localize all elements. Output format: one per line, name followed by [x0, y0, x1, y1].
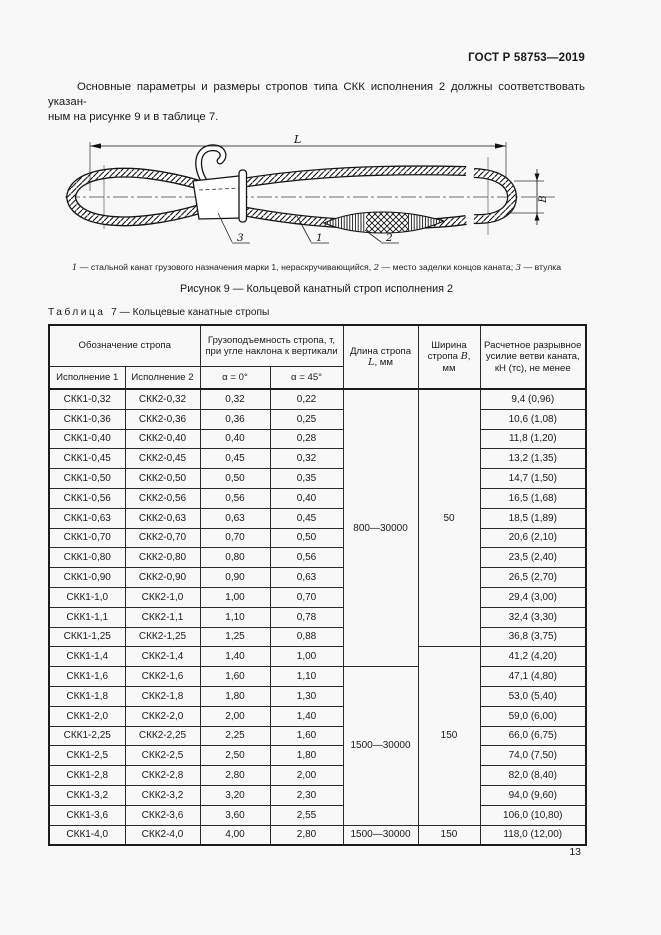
- cell-force: 82,0 (8,40): [480, 766, 586, 786]
- cell-force: 74,0 (7,50): [480, 746, 586, 766]
- slings-table: [48, 324, 587, 846]
- cell-width: 150: [418, 825, 480, 845]
- cell-exec2: СКК2-2,5: [125, 746, 200, 766]
- figure-legend: 1 — стальной канат грузового назначения марки 1, нераскручивающийся, 2 — место заделки концов каната; 3 — втулка: [71, 262, 562, 273]
- cell-exec2: СКК2-0,80: [125, 548, 200, 568]
- table-row: [49, 667, 586, 687]
- cell-alpha0: 1,10: [200, 607, 270, 627]
- legend-pos-1: 1: [71, 263, 78, 273]
- sleeve: [193, 148, 247, 222]
- cell-alpha45: 0,22: [270, 389, 343, 409]
- cell-force: 47,1 (4,80): [480, 667, 586, 687]
- cell-exec2: СКК2-0,70: [125, 528, 200, 548]
- table-row: [49, 449, 586, 469]
- cell-alpha0: 0,90: [200, 568, 270, 588]
- cell-alpha45: 0,50: [270, 528, 343, 548]
- cell-force: 29,4 (3,00): [480, 587, 586, 607]
- cell-exec2: СКК2-0,40: [125, 429, 200, 449]
- cell-exec2: СКК2-1,6: [125, 667, 200, 687]
- cell-force: 41,2 (4,20): [480, 647, 586, 667]
- cell-force: 53,0 (5,40): [480, 686, 586, 706]
- cell-exec1: СКК1-1,0: [49, 587, 125, 607]
- col-designation: Обозначение стропа: [49, 325, 200, 367]
- cell-force: 18,5 (1,89): [480, 508, 586, 528]
- cell-alpha45: 2,00: [270, 766, 343, 786]
- col-alpha0: α = 0°: [200, 367, 270, 390]
- cell-exec1: СКК1-0,63: [49, 508, 125, 528]
- cell-alpha45: 1,00: [270, 647, 343, 667]
- cell-force: 14,7 (1,50): [480, 469, 586, 489]
- table-title-rest: 7 — Кольцевые канатные стропы: [111, 307, 270, 318]
- intro-line-1: Основные параметры и размеры стропов типа СКК исполнения 2 должны соответствовать указан-: [48, 81, 585, 108]
- cell-exec1: СКК1-0,80: [49, 548, 125, 568]
- cell-exec1: СКК1-0,40: [49, 429, 125, 449]
- table-row: [49, 389, 586, 409]
- cell-exec2: СКК2-1,1: [125, 607, 200, 627]
- svg-text:1: 1: [316, 232, 323, 244]
- cell-force: 10,6 (1,08): [480, 409, 586, 429]
- cell-alpha45: 0,25: [270, 409, 343, 429]
- table-row: [49, 785, 586, 805]
- cell-alpha45: 0,32: [270, 449, 343, 469]
- svg-text:3: 3: [237, 232, 244, 244]
- intro-line-2: ным на рисунке 9 и в таблице 7.: [48, 111, 219, 123]
- cell-alpha45: 1,40: [270, 706, 343, 726]
- table-row: [49, 568, 586, 588]
- cell-exec2: СКК2-0,56: [125, 488, 200, 508]
- cell-alpha45: 0,40: [270, 488, 343, 508]
- cell-alpha45: 2,80: [270, 825, 343, 845]
- table-body: [49, 389, 586, 845]
- cell-exec2: СКК2-1,8: [125, 686, 200, 706]
- splice-section: [322, 210, 448, 235]
- cell-exec2: СКК2-2,0: [125, 706, 200, 726]
- cell-force: 32,4 (3,30): [480, 607, 586, 627]
- cell-alpha45: 0,70: [270, 587, 343, 607]
- dimension-l: [90, 133, 506, 191]
- cell-alpha45: 0,28: [270, 429, 343, 449]
- cell-length: 1500—30000: [343, 825, 418, 845]
- cell-force: 66,0 (6,75): [480, 726, 586, 746]
- cell-exec1: СКК1-2,8: [49, 766, 125, 786]
- length-symbol: L: [368, 357, 375, 368]
- cell-force: 13,2 (1,35): [480, 449, 586, 469]
- cell-alpha0: 1,40: [200, 647, 270, 667]
- cell-exec1: СКК1-1,25: [49, 627, 125, 647]
- cell-exec2: СКК2-1,0: [125, 587, 200, 607]
- cell-alpha0: 1,80: [200, 686, 270, 706]
- cell-exec1: СКК1-2,5: [49, 746, 125, 766]
- cell-exec2: СКК2-3,2: [125, 785, 200, 805]
- table-row: [49, 469, 586, 489]
- figure-caption: Рисунок 9 — Кольцевой канатный строп исполнения 2: [180, 283, 453, 295]
- table-row: [49, 607, 586, 627]
- table-title: [48, 307, 585, 318]
- cell-alpha45: 0,63: [270, 568, 343, 588]
- table-row: [49, 508, 586, 528]
- cell-alpha45: 1,30: [270, 686, 343, 706]
- cell-exec1: СКК1-1,4: [49, 647, 125, 667]
- cell-exec1: СКК1-1,6: [49, 667, 125, 687]
- table-row: [49, 528, 586, 548]
- table-row: [49, 805, 586, 825]
- cell-force: 118,0 (12,00): [480, 825, 586, 845]
- cell-alpha0: 0,32: [200, 389, 270, 409]
- cell-alpha0: 4,00: [200, 825, 270, 845]
- table-row: [49, 686, 586, 706]
- cell-force: 94,0 (9,60): [480, 785, 586, 805]
- cell-alpha45: 0,56: [270, 548, 343, 568]
- cell-alpha0: 1,60: [200, 667, 270, 687]
- cell-alpha0: 2,25: [200, 726, 270, 746]
- upper-rope: [242, 170, 466, 183]
- right-loop: [474, 173, 512, 219]
- cell-length: 800—30000: [343, 389, 418, 667]
- cell-exec2: СКК2-0,32: [125, 389, 200, 409]
- col-exec1: Исполнение 1: [49, 367, 125, 390]
- cell-exec2: СКК2-2,25: [125, 726, 200, 746]
- table-row: [49, 726, 586, 746]
- cell-exec1: СКК1-0,36: [49, 409, 125, 429]
- dim-b-label: B: [538, 195, 549, 203]
- legend-pos-3: 3: [515, 263, 522, 273]
- col-breaking-force: Расчетное разрывное усилие ветви каната, кН (тс), не менее: [480, 325, 586, 389]
- cell-alpha0: 0,63: [200, 508, 270, 528]
- cell-alpha45: 2,55: [270, 805, 343, 825]
- cell-exec1: СКК1-0,32: [49, 389, 125, 409]
- cell-exec2: СКК2-4,0: [125, 825, 200, 845]
- sling-drawing: [60, 133, 560, 255]
- cell-alpha45: 2,30: [270, 785, 343, 805]
- cell-force: 20,6 (2,10): [480, 528, 586, 548]
- table-row: [49, 825, 586, 845]
- cell-force: 23,5 (2,40): [480, 548, 586, 568]
- cell-alpha0: 0,36: [200, 409, 270, 429]
- cell-exec1: СКК1-0,90: [49, 568, 125, 588]
- cell-exec1: СКК1-0,70: [49, 528, 125, 548]
- cell-exec2: СКК2-1,25: [125, 627, 200, 647]
- table-header: [49, 325, 586, 389]
- cell-alpha0: 0,80: [200, 548, 270, 568]
- legend-pos-2: 2: [373, 263, 380, 273]
- cell-alpha45: 1,80: [270, 746, 343, 766]
- cell-exec2: СКК2-0,45: [125, 449, 200, 469]
- col-capacity: Грузоподъемность стропа, т, при угле наклона к вертикали: [200, 325, 343, 367]
- cell-width: 150: [418, 647, 480, 825]
- col-exec2: Исполнение 2: [125, 367, 200, 390]
- figure-9: [60, 133, 585, 260]
- table-row: [49, 429, 586, 449]
- cell-exec1: СКК1-2,25: [49, 726, 125, 746]
- cell-exec1: СКК1-0,45: [49, 449, 125, 469]
- cell-exec1: СКК1-1,1: [49, 607, 125, 627]
- cell-force: 9,4 (0,96): [480, 389, 586, 409]
- cell-alpha45: 1,10: [270, 667, 343, 687]
- cell-length: 1500—30000: [343, 667, 418, 825]
- table-row: [49, 647, 586, 667]
- cell-exec1: СКК1-1,8: [49, 686, 125, 706]
- cell-exec1: СКК1-0,50: [49, 469, 125, 489]
- table-row: [49, 409, 586, 429]
- table-row: [49, 746, 586, 766]
- cell-force: 106,0 (10,80): [480, 805, 586, 825]
- cell-alpha0: 0,70: [200, 528, 270, 548]
- cell-force: 11,8 (1,20): [480, 429, 586, 449]
- table-row: [49, 627, 586, 647]
- cell-alpha45: 0,88: [270, 627, 343, 647]
- page-number: 13: [569, 846, 581, 858]
- cell-force: 36,8 (3,75): [480, 627, 586, 647]
- cell-alpha45: 0,35: [270, 469, 343, 489]
- cell-alpha45: 0,78: [270, 607, 343, 627]
- cell-exec1: СКК1-3,6: [49, 805, 125, 825]
- cell-force: 16,5 (1,68): [480, 488, 586, 508]
- table-row: [49, 706, 586, 726]
- cell-exec2: СКК2-3,6: [125, 805, 200, 825]
- cell-alpha0: 3,60: [200, 805, 270, 825]
- cell-width: 50: [418, 389, 480, 647]
- cell-exec1: СКК1-2,0: [49, 706, 125, 726]
- col-width: Ширина стропа B, мм: [418, 325, 480, 389]
- cell-exec2: СКК2-0,50: [125, 469, 200, 489]
- cell-force: 26,5 (2,70): [480, 568, 586, 588]
- cell-exec2: СКК2-0,90: [125, 568, 200, 588]
- svg-text:2: 2: [386, 232, 393, 244]
- cell-alpha0: 2,00: [200, 706, 270, 726]
- cell-alpha0: 0,45: [200, 449, 270, 469]
- cell-force: 59,0 (6,00): [480, 706, 586, 726]
- cell-alpha45: 1,60: [270, 726, 343, 746]
- width-symbol: B: [460, 351, 468, 363]
- cell-exec1: СКК1-3,2: [49, 785, 125, 805]
- standard-reference: ГОСТ Р 58753—2019: [468, 52, 585, 64]
- table-row: [49, 587, 586, 607]
- cell-alpha0: 0,50: [200, 469, 270, 489]
- table-row: [49, 488, 586, 508]
- cell-alpha0: 2,50: [200, 746, 270, 766]
- col-length: Длина стропа L, мм: [343, 325, 418, 389]
- cell-alpha0: 0,56: [200, 488, 270, 508]
- table-title-word: Таблица: [48, 307, 106, 318]
- table-row: [49, 548, 586, 568]
- dim-l-label: L: [294, 133, 302, 146]
- cell-exec2: СКК2-2,8: [125, 766, 200, 786]
- cell-exec1: СКК1-0,56: [49, 488, 125, 508]
- cell-alpha0: 2,80: [200, 766, 270, 786]
- cell-alpha0: 3,20: [200, 785, 270, 805]
- intro-paragraph: [48, 80, 585, 125]
- cell-alpha45: 0,45: [270, 508, 343, 528]
- cell-exec2: СКК2-0,36: [125, 409, 200, 429]
- cell-alpha0: 1,00: [200, 587, 270, 607]
- cell-alpha0: 1,25: [200, 627, 270, 647]
- table-row: [49, 766, 586, 786]
- cell-exec1: СКК1-4,0: [49, 825, 125, 845]
- cell-exec2: СКК2-1,4: [125, 647, 200, 667]
- col-alpha45: α = 45°: [270, 367, 343, 390]
- cell-alpha0: 0,40: [200, 429, 270, 449]
- cell-exec2: СКК2-0,63: [125, 508, 200, 528]
